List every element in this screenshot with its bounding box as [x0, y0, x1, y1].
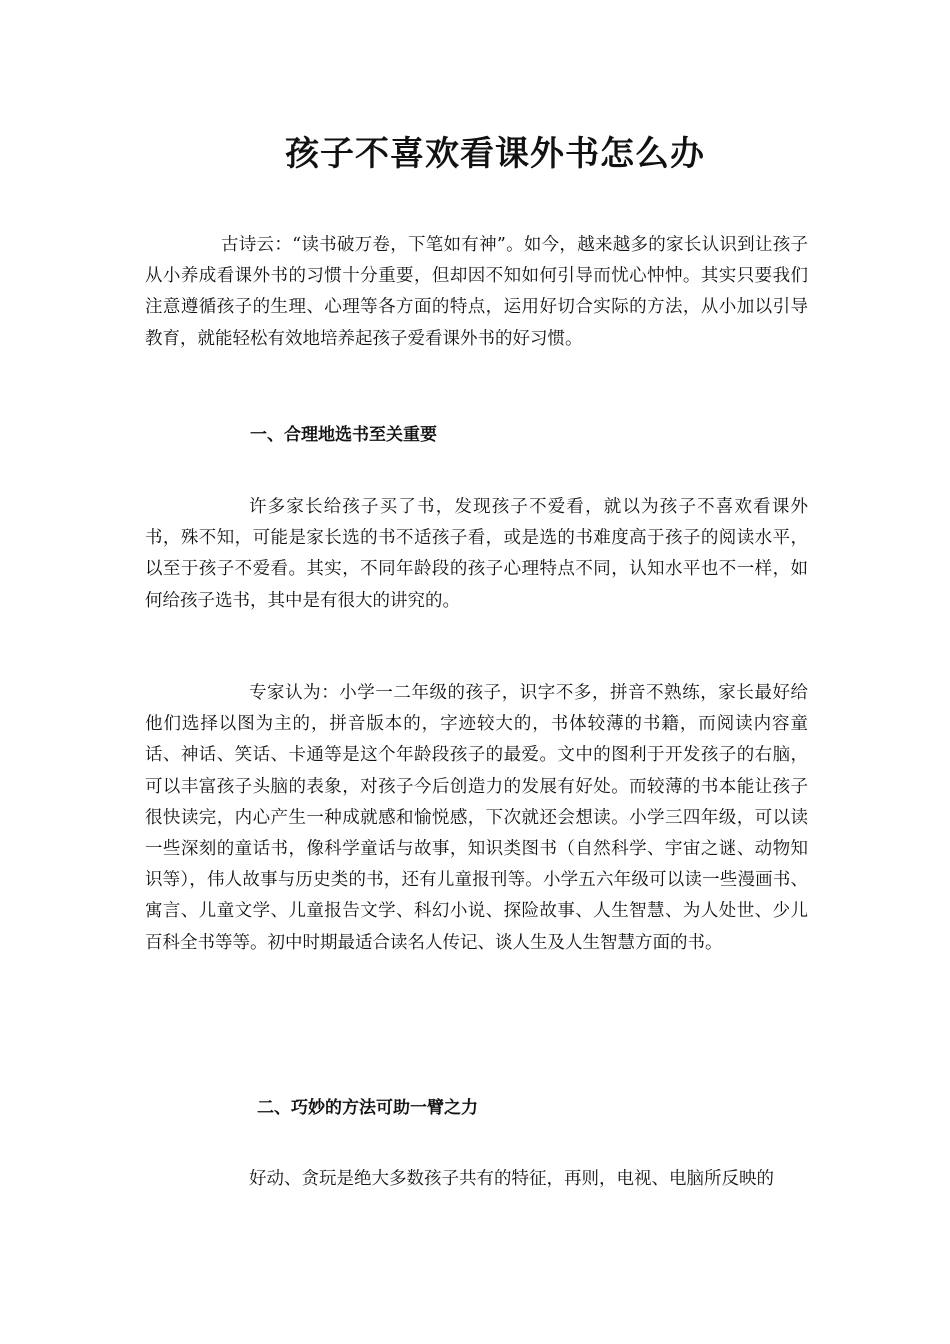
- section-1-paragraph-1: 许多家长给孩子买了书，发现孩子不爱看，就以为孩子不喜欢看课外书，殊不知，可能是家长选的书不适孩子看，或是选的书难度高于孩子的阅读水平，以至于孩子不爱看。其实，不同年龄段的孩子心理特点不同，认知水平也不一样，如何给孩子选书，其中是有很大的讲究的。: [145, 497, 808, 611]
- section-2-paragraph-1: 好动、贪玩是绝大多数孩子共有的特征，再则，电视、电脑所反映的: [249, 1169, 774, 1189]
- section-heading-2: 二、巧妙的方法可助一臂之力: [257, 1098, 478, 1118]
- intro-paragraph: 古诗云：“读书破万卷，下笔如有神”。如今，越来越多的家长认识到让孩子从小养成看课外书的习惯十分重要，但却因不知如何引导而忧心忡忡。其实只要我们注意遵循孩子的生理、心理等各方面的特点，运用好切合实际的方法，从小加以引导教育，就能轻松有效地培养起孩子爱看课外书的好习惯。: [145, 235, 808, 349]
- document-title: 孩子不喜欢看课外书怎么办: [285, 134, 705, 174]
- section-1-paragraph-2: 专家认为：小学一二年级的孩子，识字不多，拼音不熟练，家长最好给他们选择以图为主的，拼音版本的，字迹较大的，书体较薄的书籍，而阅读内容童话、神话、笑话、卡通等是这个年龄段孩子的最爱。文中的图利于开发孩子的右脑，可以丰富孩子头脑的表象，对孩子今后创造力的发展有好处。而较薄的书本能让孩子很快读完，内心产生一种成就感和愉悦感，下次就还会想读。小学三四年级，可以读一些深刻的童话书，像科学童话与故事，知识类图书（自然科学、宇宙之谜、动物知识等），伟人故事与历史类的书，还有儿童报刊等。小学五六年级可以读一些漫画书、寓言、儿童文学、儿童报告文学、科幻小说、探险故事、人生智慧、为人处世、少儿百科全书等等。初中时期最适合读名人传记、谈人生及人生智慧方面的书。: [145, 683, 808, 953]
- section-heading-1: 一、合理地选书至关重要: [250, 425, 437, 445]
